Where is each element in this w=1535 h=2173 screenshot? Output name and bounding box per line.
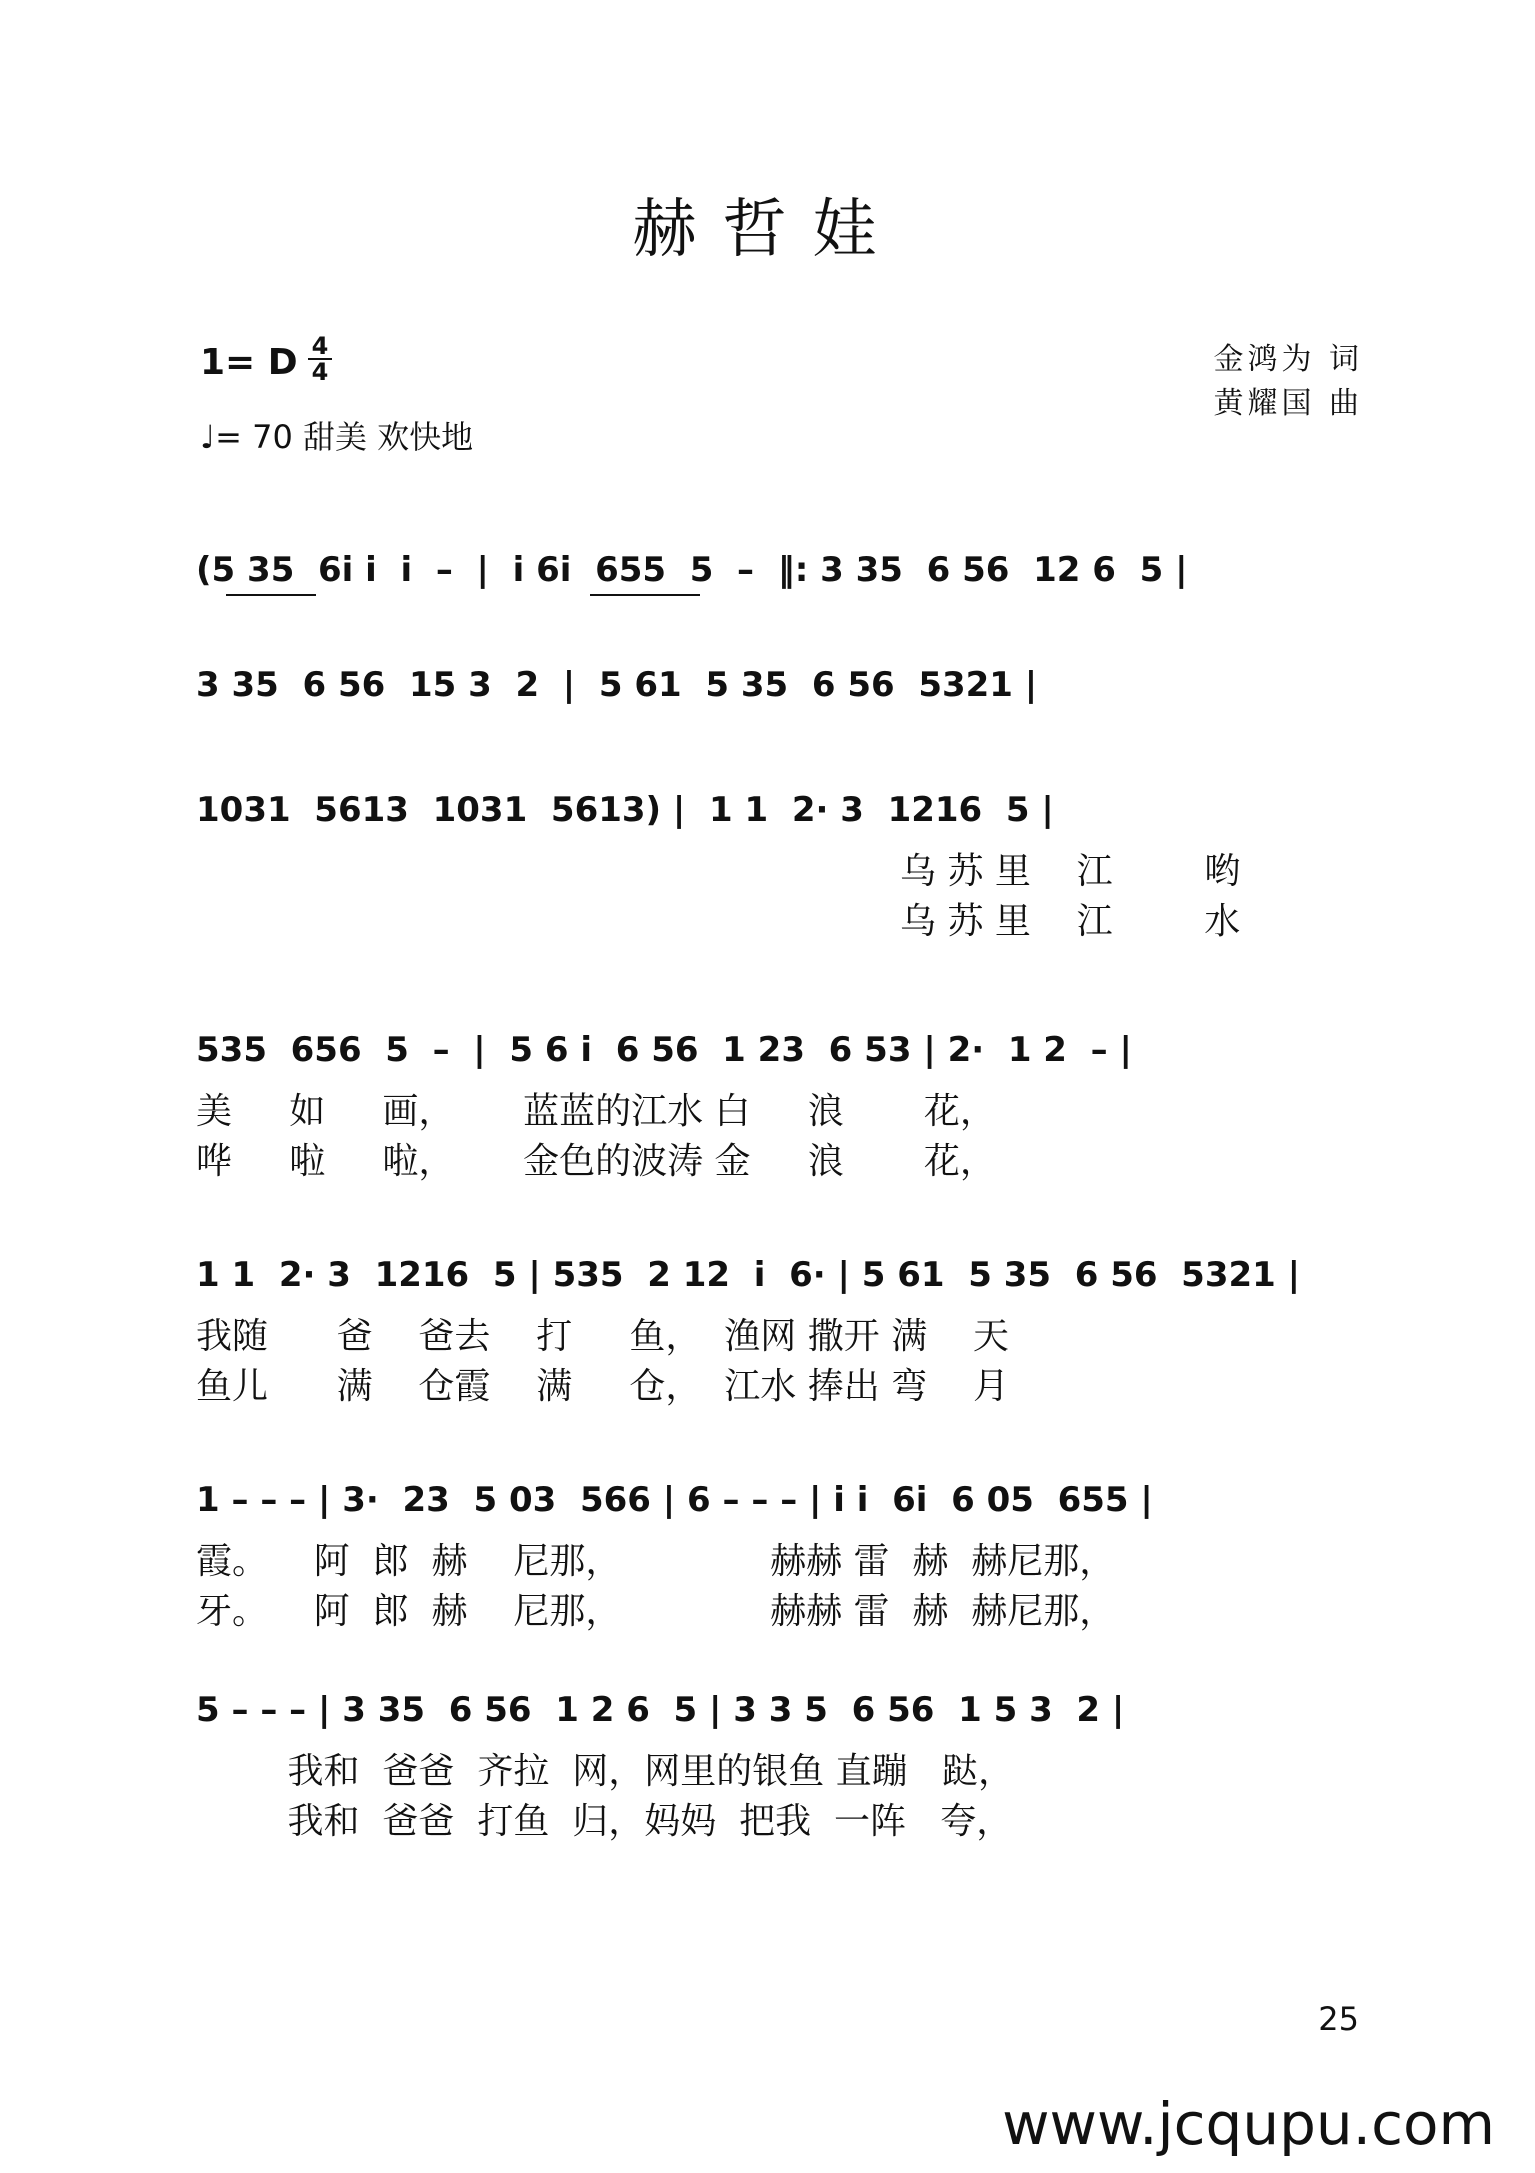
tempo-marking: ♩= 70 甜美 欢快地 xyxy=(200,418,474,456)
notes-line: (5 35 6i i i – | i 6i 655 5 – ‖: 3 35 6 56 12 6 5 | xyxy=(196,550,1188,590)
notes-line: 1 – – – | 3· 23 5 03 566 | 6 – – – | i i 6i 6 05 655 | xyxy=(196,1480,1153,1520)
beam-underline xyxy=(590,594,700,596)
notes-line: 1 1 2· 3 1216 5 | 535 2 12 i 6· | 5 61 5 35 6 56 5321 | xyxy=(196,1255,1301,1295)
key-signature: 1= D xyxy=(200,342,298,383)
credits xyxy=(1213,338,1363,426)
page-number: 25 xyxy=(1318,2000,1359,2038)
lyrics-verse-2: 哗 啦 啦， 金色的波涛 金 浪 花， xyxy=(196,1141,996,1182)
notes-line: 5 – – – | 3 35 6 56 1 2 6 5 | 3 3 5 6 56 1 5 3 2 | xyxy=(196,1690,1125,1730)
beam-underline xyxy=(226,594,316,596)
lyrics-verse-2: 鱼儿 满 仓霞 满 仓， 江水 捧出 弯 月 xyxy=(196,1366,1009,1407)
lyrics-verse-1: 我随 爸 爸去 打 鱼， 渔网 撒开 满 天 xyxy=(196,1316,1009,1357)
notes-line: 1031 5613 1031 5613) | 1 1 2· 3 1216 5 | xyxy=(196,790,1054,830)
lyrics-verse-2: 我和 爸爸 打鱼 归，妈妈 把我 一阵 夸， xyxy=(196,1801,1013,1842)
notes-line: 3 35 6 56 15 3 2 | 5 61 5 35 6 56 5321 | xyxy=(196,665,1038,705)
lyrics-verse-1: 我和 爸爸 齐拉 网，网里的银鱼 直蹦 跶， xyxy=(196,1751,1014,1792)
lyrics-verse-1: 美 如 画， 蓝蓝的江水 白 浪 花， xyxy=(196,1091,996,1132)
song-title: 赫哲娃 xyxy=(632,193,903,267)
notes-line: 535 656 5 – | 5 6 i 6 56 1 23 6 53 | 2· 1 2 – | xyxy=(196,1030,1132,1070)
watermark: www.jcqupu.com xyxy=(1002,2090,1495,2158)
lyrics-verse-1: 乌 苏 里 江 哟 xyxy=(900,851,1241,892)
lyrics-verse-2: 牙。 阿 郎 赫 尼那， 赫赫 雷 赫 赫尼那， xyxy=(196,1591,1116,1632)
composer-credit: 黄耀国 曲 xyxy=(1213,386,1363,421)
lyrics-verse-1: 霞。 阿 郎 赫 尼那， 赫赫 雷 赫 赫尼那， xyxy=(196,1541,1116,1582)
lyricist-credit: 金鸿为 词 xyxy=(1213,342,1363,377)
time-signature xyxy=(308,334,332,384)
lyrics-verse-2: 乌 苏 里 江 水 xyxy=(900,901,1241,942)
time-signature-top: 4 xyxy=(311,332,329,360)
time-signature-bottom: 4 xyxy=(311,358,329,386)
